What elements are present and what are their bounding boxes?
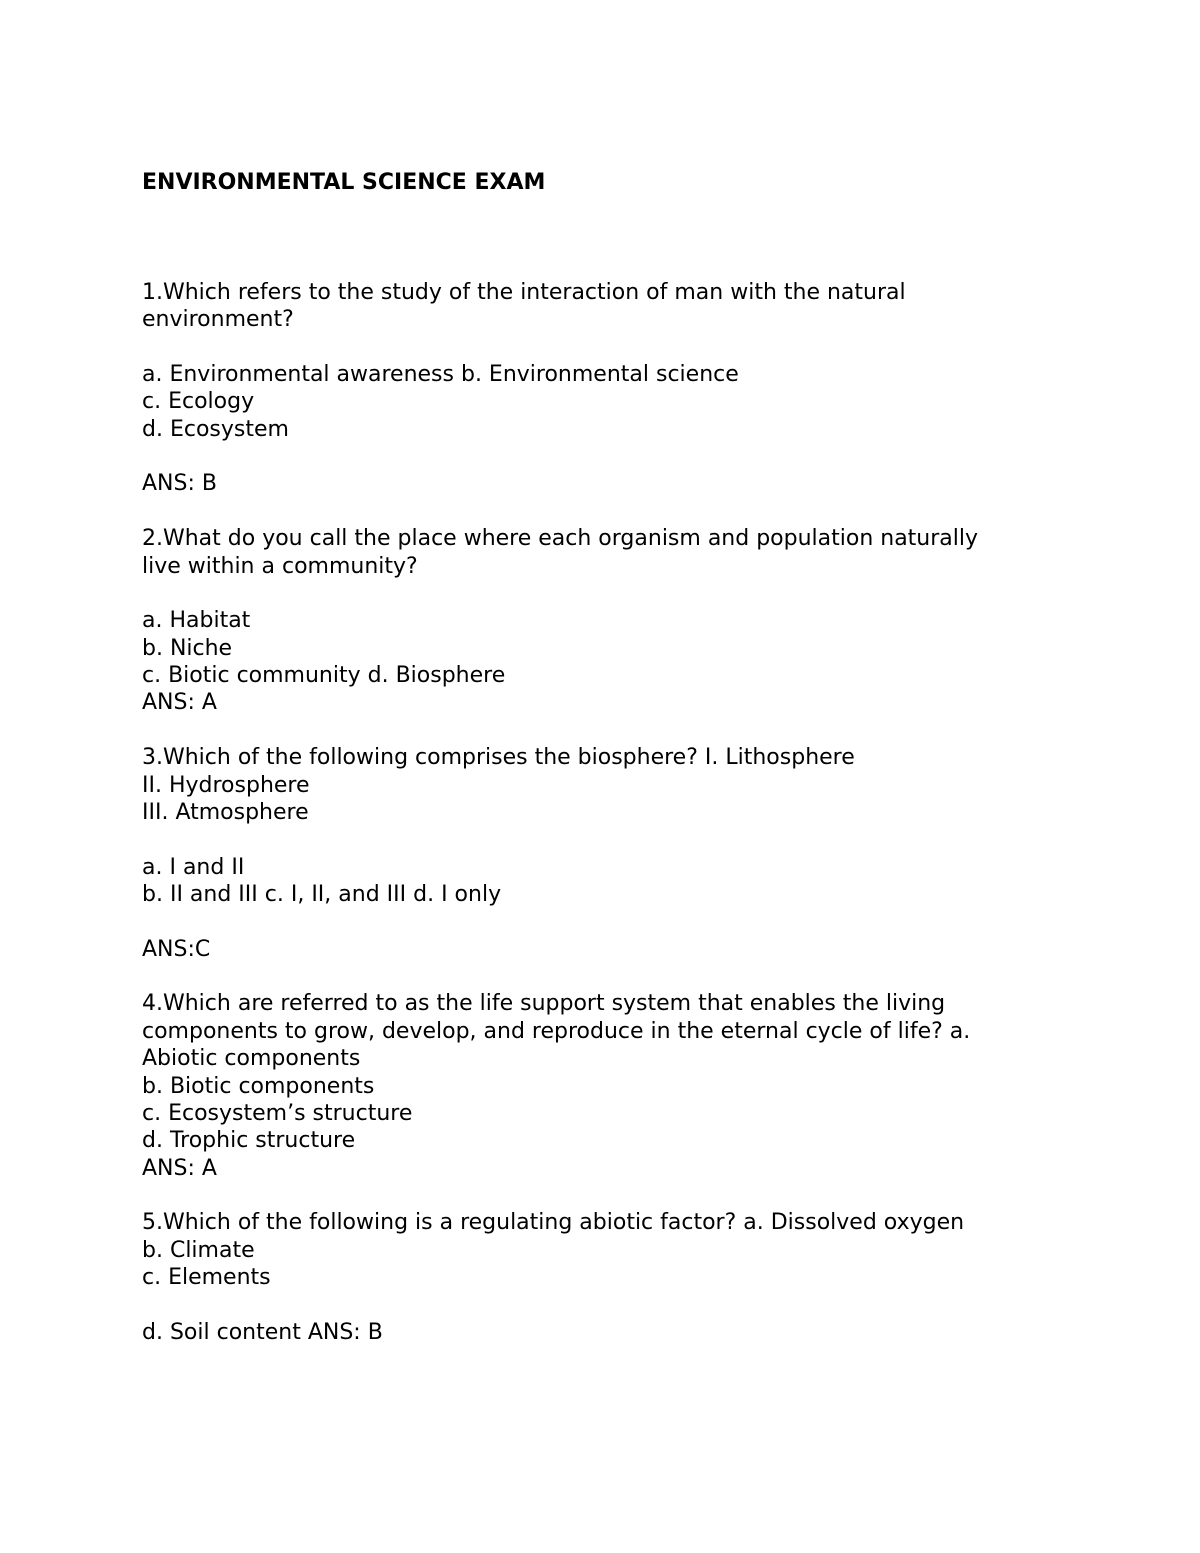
question-5-text-line-1: 5.Which of the following is a regulating abiotic factor? a. Dissolved oxygen [142, 1210, 965, 1235]
question-2-option-cd: c. Biotic community d. Biosphere [142, 663, 506, 688]
question-3-option-bcd: b. II and III c. I, II, and III d. I only [142, 882, 502, 907]
question-2-answer: ANS: A [142, 690, 217, 715]
question-2-text-line-2: live within a community? [142, 554, 418, 579]
question-5-option-c: c. Elements [142, 1265, 271, 1290]
question-3-text-line-2: II. Hydrosphere [142, 773, 310, 798]
question-4-option-d: d. Trophic structure [142, 1128, 356, 1153]
question-1-option-c: c. Ecology [142, 389, 255, 414]
question-1-option-ab: a. Environmental awareness b. Environmental science [142, 362, 739, 387]
page-title: ENVIRONMENTAL SCIENCE EXAM [142, 170, 546, 195]
question-4-option-b: b. Biotic components [142, 1074, 375, 1099]
question-5-option-d-answer: d. Soil content ANS: B [142, 1320, 383, 1345]
question-4-option-a: Abiotic components [142, 1046, 361, 1071]
question-4-text-line-2: components to grow, develop, and reproduce in the eternal cycle of life? a. [142, 1019, 971, 1044]
question-4-option-c: c. Ecosystem’s structure [142, 1101, 413, 1126]
question-4-text-line-1: 4.Which are referred to as the life support system that enables the living [142, 991, 946, 1016]
question-3-text-line-3: III. Atmosphere [142, 800, 309, 825]
question-2-text-line-1: 2.What do you call the place where each organism and population naturally [142, 526, 979, 551]
question-2-option-b: b. Niche [142, 636, 233, 661]
question-1-answer: ANS: B [142, 471, 217, 496]
question-5-option-b: b. Climate [142, 1238, 255, 1263]
question-2-option-a: a. Habitat [142, 608, 251, 633]
question-3-text-line-1: 3.Which of the following comprises the biosphere? I. Lithosphere [142, 745, 855, 770]
question-1-option-d: d. Ecosystem [142, 417, 289, 442]
question-1-text-line-1: 1.Which refers to the study of the interaction of man with the natural [142, 280, 906, 305]
question-4-answer: ANS: A [142, 1156, 217, 1181]
question-1-text-line-2: environment? [142, 307, 294, 332]
question-3-answer: ANS:C [142, 937, 211, 962]
question-3-option-a: a. I and II [142, 855, 245, 880]
